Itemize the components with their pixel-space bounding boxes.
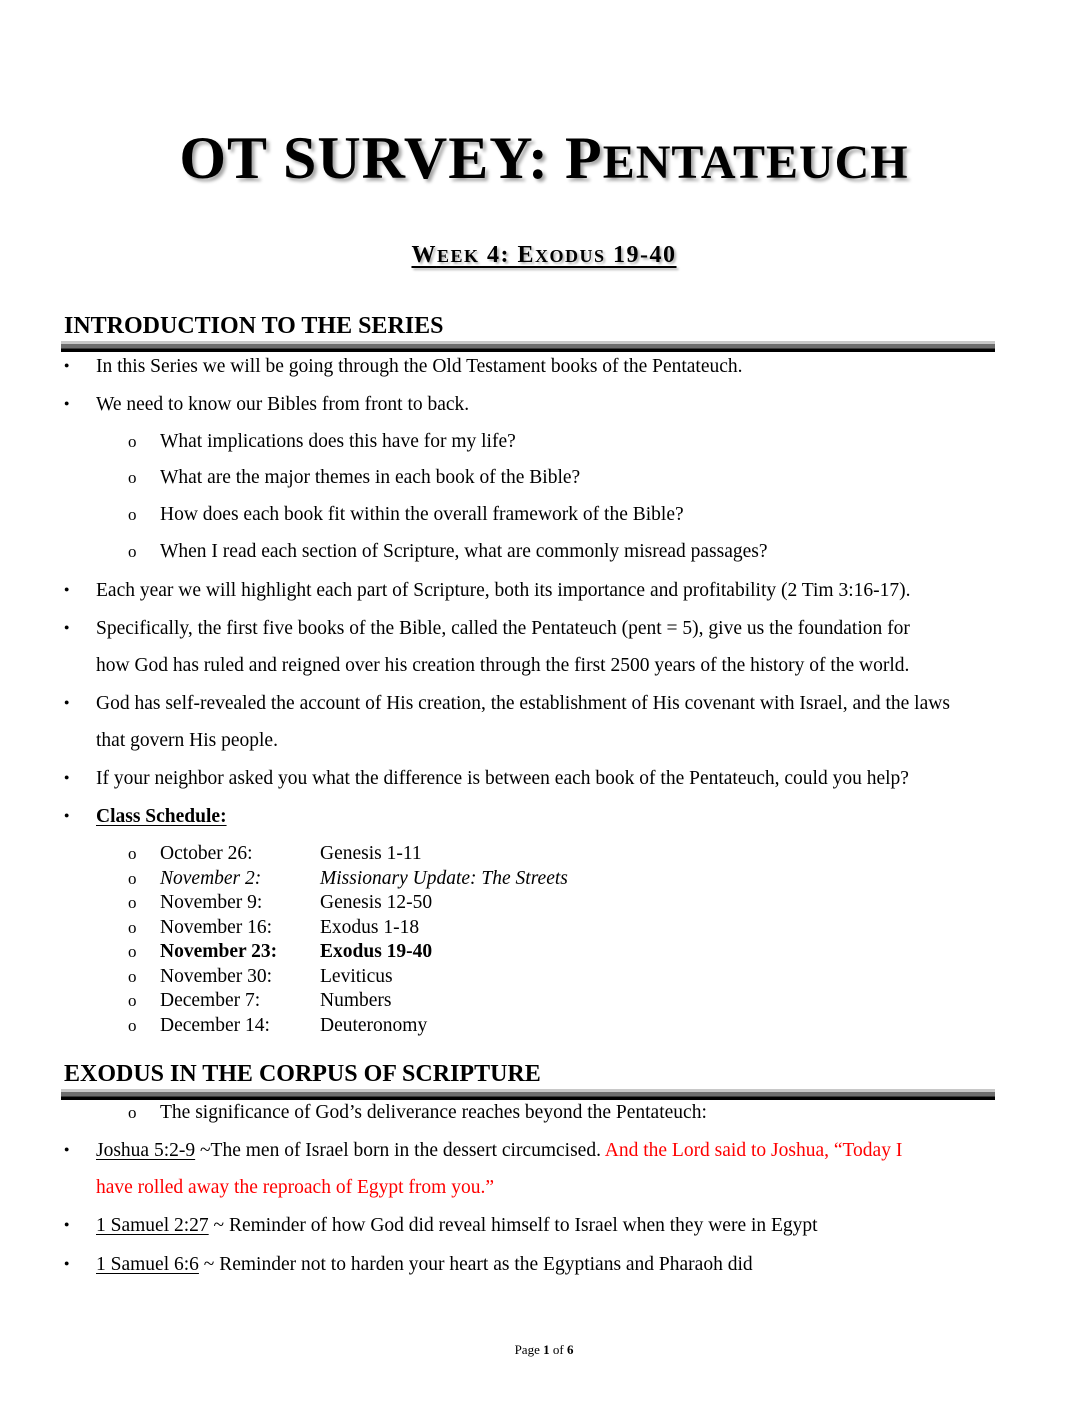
schedule-date: October 26: bbox=[160, 843, 253, 864]
circle-bullet-icon: o bbox=[128, 468, 137, 487]
circle-bullet-icon: o bbox=[128, 505, 137, 524]
schedule-topic: Deuteronomy bbox=[320, 1014, 428, 1036]
scripture-ref-item bbox=[96, 1253, 753, 1277]
schedule-topic: Exodus 19-40 bbox=[320, 941, 433, 962]
section-divider bbox=[61, 341, 995, 352]
scripture-ref-link[interactable]: 1 Samuel 6:6 bbox=[96, 1254, 199, 1275]
schedule-date: December 14: bbox=[160, 1014, 270, 1036]
page-footer bbox=[0, 1342, 1088, 1358]
sub-list-item: The significance of God’s deliverance reaches beyond the Pentateuch: bbox=[160, 1102, 707, 1123]
schedule-date: November 2: bbox=[160, 867, 262, 889]
sub-list-item: What are the major themes in each book of the Bible? bbox=[160, 467, 581, 488]
sub-list-item: When I read each section of Scripture, what are commonly misread passages? bbox=[160, 541, 768, 562]
list-item: We need to know our Bibles from front to back. bbox=[96, 394, 470, 415]
schedule-date: November 16: bbox=[160, 916, 273, 938]
sub-list-item: How does each book fit within the overall framework of the Bible? bbox=[160, 504, 684, 525]
circle-bullet-icon: o bbox=[128, 991, 137, 1010]
scripture-quote-continuation: have rolled away the reproach of Egypt from you.” bbox=[96, 1177, 494, 1198]
schedule-topic: Numbers bbox=[320, 990, 392, 1011]
circle-bullet-icon: o bbox=[128, 893, 137, 912]
schedule-date: November 23: bbox=[160, 941, 278, 962]
scripture-quote: And the Lord said to Joshua, “Today I bbox=[604, 1140, 903, 1161]
schedule-date: December 7: bbox=[160, 990, 261, 1011]
bullet-icon bbox=[64, 1253, 69, 1278]
scripture-ref-description: ~ Reminder of how God did reveal himself to Israel when they were in Egypt bbox=[208, 1215, 818, 1236]
title-initial: P bbox=[565, 125, 603, 191]
subtitle-xodus: XODUS bbox=[535, 246, 606, 266]
scripture-ref-description: ~The men of Israel born in the dessert circumcised. bbox=[195, 1140, 605, 1161]
scripture-ref-item bbox=[96, 1139, 902, 1163]
circle-bullet-icon: o bbox=[128, 966, 137, 986]
bullet-icon bbox=[64, 1139, 69, 1164]
subtitle-eek: EEK bbox=[436, 246, 480, 266]
schedule-topic: Genesis 12-50 bbox=[320, 892, 433, 913]
list-item: In this Series we will be going through the Old Testament books of the Pentateuch. bbox=[96, 356, 743, 377]
page-total: 6 bbox=[566, 1342, 574, 1357]
bullet-icon bbox=[64, 355, 69, 380]
circle-bullet-icon: o bbox=[128, 1103, 137, 1122]
bullet-icon bbox=[64, 692, 69, 717]
page-label: Page bbox=[514, 1342, 544, 1357]
bullet-icon bbox=[64, 579, 69, 604]
title-main: OT SURVEY: bbox=[179, 125, 566, 191]
bullet-icon bbox=[64, 1214, 69, 1239]
sub-list-item: What implications does this have for my life? bbox=[160, 431, 516, 452]
schedule-date: November 30: bbox=[160, 965, 273, 987]
list-item: Specifically, the first five books of the Bible, called the Pentateuch (pent = 5), give us the foundation for bbox=[96, 618, 910, 639]
page-of-label: of bbox=[549, 1342, 567, 1357]
bullet-icon bbox=[64, 393, 69, 418]
scripture-ref-item bbox=[96, 1214, 818, 1238]
circle-bullet-icon: o bbox=[128, 868, 137, 888]
page-current: 1 bbox=[543, 1342, 550, 1357]
section-heading-introduction: INTRODUCTION TO THE SERIES bbox=[64, 313, 444, 339]
section-divider bbox=[61, 1089, 995, 1100]
document-subtitle bbox=[0, 238, 1088, 273]
schedule-topic: Exodus 1-18 bbox=[320, 916, 420, 938]
list-item-continuation: that govern His people. bbox=[96, 730, 278, 751]
title-rest: ENTATEUCH bbox=[602, 136, 909, 189]
subtitle-range: 19-40 bbox=[605, 242, 677, 268]
schedule-date: November 9: bbox=[160, 892, 263, 913]
circle-bullet-icon: o bbox=[128, 942, 137, 961]
subtitle-e: E bbox=[517, 242, 535, 268]
list-item: God has self-revealed the account of His creation, the establishment of His covenant with Israel, and the laws bbox=[96, 693, 950, 714]
circle-bullet-icon: o bbox=[128, 844, 137, 863]
subtitle-w: W bbox=[411, 242, 437, 268]
circle-bullet-icon: o bbox=[128, 432, 137, 451]
list-item: Each year we will highlight each part of Scripture, both its importance and profitability (2 Tim 3:16-17). bbox=[96, 580, 911, 601]
schedule-topic: Leviticus bbox=[320, 965, 393, 987]
section-heading-exodus-corpus: EXODUS IN THE CORPUS OF SCRIPTURE bbox=[64, 1061, 541, 1087]
list-item: If your neighbor asked you what the difference is between each book of the Pentateuch, could you help? bbox=[96, 768, 909, 789]
schedule-label: Class Schedule: bbox=[96, 806, 227, 827]
document-title bbox=[0, 122, 1088, 199]
subtitle-num: 4: bbox=[479, 242, 518, 268]
list-item-continuation: how God has ruled and reigned over his creation through the first 2500 years of the history of the world. bbox=[96, 655, 910, 676]
circle-bullet-icon: o bbox=[128, 542, 137, 561]
scripture-ref-description: ~ Reminder not to harden your heart as the Egyptians and Pharaoh did bbox=[198, 1254, 753, 1275]
scripture-ref-link[interactable]: Joshua 5:2-9 bbox=[96, 1140, 196, 1161]
schedule-topic: Missionary Update: The Streets bbox=[320, 867, 568, 889]
scripture-ref-link[interactable]: 1 Samuel 2:27 bbox=[96, 1215, 209, 1236]
bullet-icon bbox=[64, 617, 69, 642]
schedule-topic: Genesis 1-11 bbox=[320, 843, 422, 864]
circle-bullet-icon: o bbox=[128, 917, 137, 937]
circle-bullet-icon: o bbox=[128, 1015, 137, 1035]
bullet-icon bbox=[64, 805, 69, 830]
bullet-icon bbox=[64, 767, 69, 792]
